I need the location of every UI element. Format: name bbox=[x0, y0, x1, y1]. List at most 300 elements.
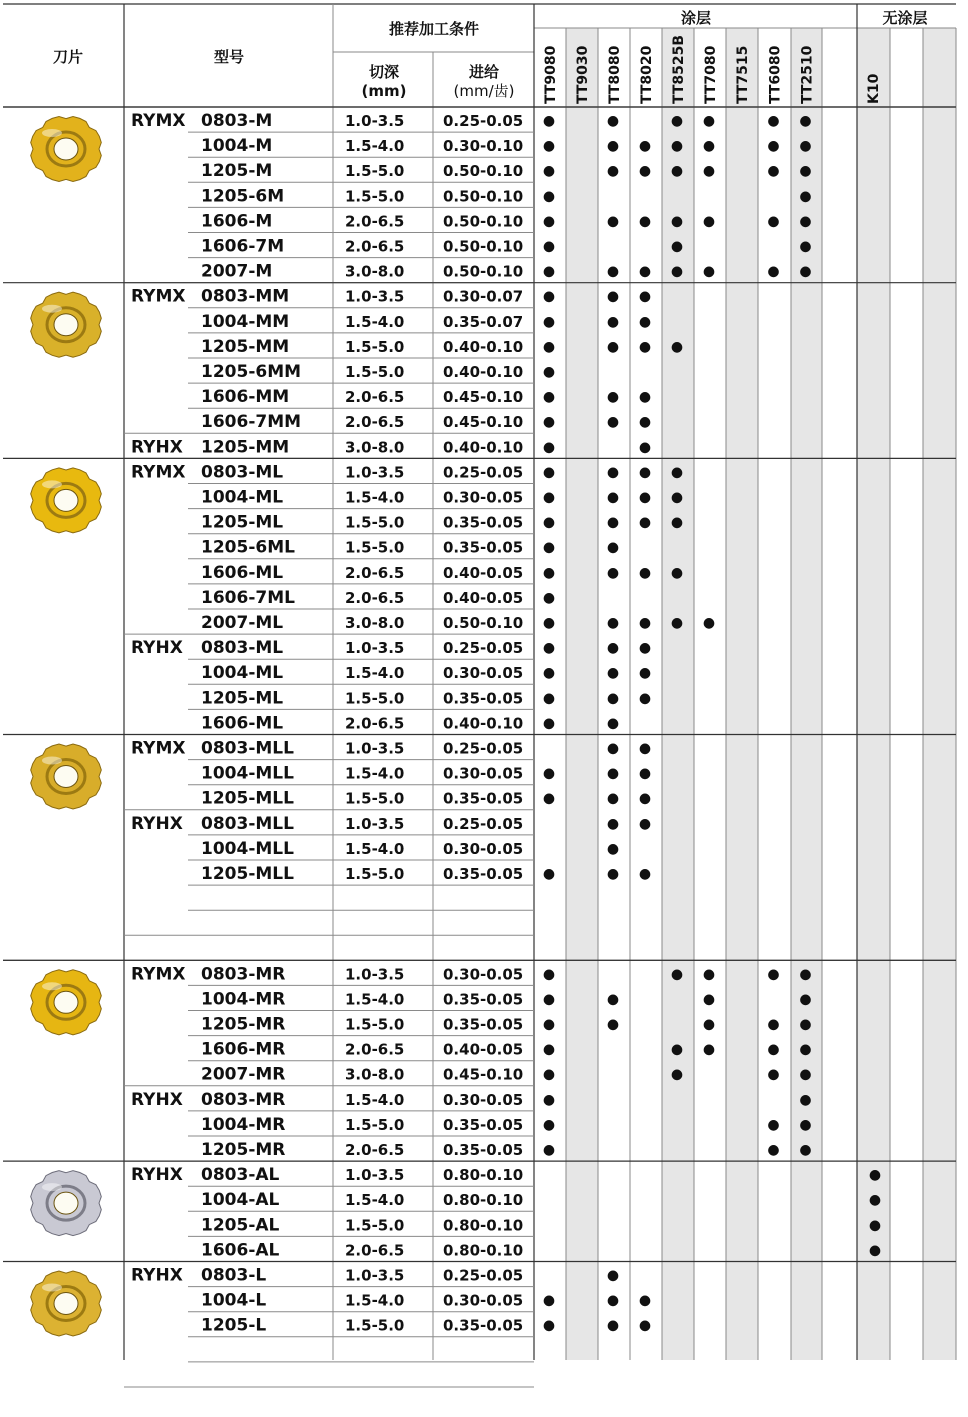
availability-mark: ● bbox=[702, 966, 716, 983]
model-code: 1004-MR bbox=[201, 1114, 286, 1135]
series-label: RYHX bbox=[131, 1089, 183, 1110]
feed-value: 0.30-0.05 bbox=[443, 965, 524, 984]
model-code: 1004-MM bbox=[201, 311, 290, 332]
availability-mark: ● bbox=[702, 615, 716, 631]
availability-mark: ● bbox=[606, 564, 620, 581]
model-code: 1606-MR bbox=[201, 1039, 286, 1060]
availability-mark: ● bbox=[868, 1242, 882, 1259]
table-row bbox=[201, 713, 619, 733]
availability-mark: ● bbox=[606, 1317, 620, 1334]
availability-mark: ● bbox=[542, 1066, 556, 1083]
availability-mark: ● bbox=[606, 163, 620, 180]
depth-value: 2.0-6.5 bbox=[345, 388, 405, 407]
feed-value: 0.25-0.05 bbox=[443, 639, 524, 658]
availability-mark: ● bbox=[670, 564, 684, 581]
availability-mark: ● bbox=[606, 288, 620, 305]
depth-value: 1.5-5.0 bbox=[345, 538, 405, 557]
table-row bbox=[201, 488, 683, 508]
availability-mark: ● bbox=[638, 815, 652, 832]
feed-value: 0.30-0.10 bbox=[443, 137, 524, 156]
feed-value: 0.35-0.05 bbox=[443, 1015, 524, 1034]
table-row bbox=[201, 989, 812, 1009]
series-label: RYHX bbox=[131, 813, 183, 834]
model-code: 2007-ML bbox=[201, 613, 284, 633]
availability-mark: ● bbox=[542, 364, 556, 380]
depth-value: 3.0-8.0 bbox=[345, 438, 405, 457]
availability-mark: ● bbox=[638, 288, 652, 305]
availability-mark: ● bbox=[767, 1066, 780, 1083]
table-row bbox=[201, 1065, 812, 1085]
table-row bbox=[131, 964, 812, 984]
depth-value: 2.0-6.5 bbox=[345, 237, 405, 256]
insert-images bbox=[31, 117, 102, 1337]
model-code: 1606-MM bbox=[201, 387, 290, 408]
availability-mark: ● bbox=[670, 1066, 684, 1083]
model-code: 1205-L bbox=[201, 1315, 267, 1336]
model-code: 1205-MM bbox=[201, 336, 290, 357]
availability-mark: ● bbox=[542, 1116, 556, 1133]
model-code: 1606-AL bbox=[201, 1240, 280, 1261]
header-feed-unit: (mm/齿) bbox=[453, 82, 515, 100]
feed-value: 0.30-0.05 bbox=[443, 1291, 524, 1310]
series-label: RYHX bbox=[131, 1165, 183, 1186]
gold-insert-icon bbox=[31, 970, 102, 1035]
feed-value: 0.25-0.05 bbox=[443, 814, 524, 833]
table-row bbox=[201, 362, 555, 382]
availability-mark: ● bbox=[542, 238, 556, 255]
model-code: 1004-MLL bbox=[201, 838, 294, 859]
depth-value: 1.5-4.0 bbox=[345, 990, 405, 1009]
availability-mark: ● bbox=[702, 1016, 716, 1033]
availability-mark: ● bbox=[670, 263, 684, 280]
depth-value: 1.0-3.5 bbox=[345, 112, 405, 130]
model-code: 0803-MLL bbox=[201, 813, 294, 834]
grade-label-tt7515: TT7515 bbox=[735, 45, 751, 104]
table-row bbox=[201, 1215, 881, 1235]
availability-mark: ● bbox=[606, 615, 620, 631]
depth-value: 1.5-5.0 bbox=[345, 162, 405, 181]
availability-mark: ● bbox=[606, 640, 620, 657]
availability-mark: ● bbox=[606, 866, 620, 882]
availability-mark: ● bbox=[542, 715, 556, 732]
availability-mark: ● bbox=[542, 1091, 556, 1108]
depth-value: 1.5-5.0 bbox=[345, 789, 405, 808]
model-code: 0803-ML bbox=[201, 638, 284, 659]
table-row bbox=[201, 211, 812, 231]
availability-mark: ● bbox=[542, 765, 556, 782]
depth-value: 1.5-4.0 bbox=[345, 137, 405, 156]
feed-value: 0.40-0.10 bbox=[443, 337, 524, 356]
header-uncoated: 无涂层 bbox=[882, 9, 928, 27]
depth-value: 3.0-8.0 bbox=[345, 262, 405, 281]
availability-mark: ● bbox=[767, 966, 780, 983]
availability-mark: ● bbox=[606, 464, 620, 481]
feed-value: 0.80-0.10 bbox=[443, 1166, 524, 1185]
model-code: 1004-ML bbox=[201, 663, 284, 684]
model-code: 0803-AL bbox=[201, 1165, 280, 1186]
series-label: RYMX bbox=[131, 462, 186, 483]
gold-insert-icon bbox=[31, 292, 102, 357]
feed-value: 0.35-0.05 bbox=[443, 689, 524, 708]
availability-mark: ● bbox=[542, 313, 556, 330]
model-code: 2007-MR bbox=[201, 1064, 286, 1085]
shaded-column bbox=[566, 28, 598, 1360]
depth-value: 1.5-4.0 bbox=[345, 488, 405, 507]
availability-mark: ● bbox=[542, 1041, 556, 1058]
availability-mark: ● bbox=[638, 389, 652, 406]
shaded-column bbox=[726, 28, 758, 1360]
availability-mark: ● bbox=[638, 564, 652, 581]
depth-value: 3.0-8.0 bbox=[345, 614, 405, 632]
feed-value: 0.80-0.10 bbox=[443, 1216, 524, 1235]
feed-value: 0.40-0.10 bbox=[443, 438, 524, 457]
availability-mark: ● bbox=[767, 138, 780, 155]
depth-value: 1.0-3.5 bbox=[345, 739, 405, 758]
model-code: 1205-MR bbox=[201, 1140, 286, 1160]
availability-mark: ● bbox=[606, 840, 620, 857]
header-coated: 涂层 bbox=[680, 9, 712, 27]
availability-mark: ● bbox=[542, 1142, 556, 1158]
model-code: 1205-MLL bbox=[201, 864, 294, 884]
feed-value: 0.50-0.10 bbox=[443, 262, 524, 281]
feed-value: 0.30-0.07 bbox=[443, 287, 524, 306]
model-code: 1205-MLL bbox=[201, 788, 294, 809]
model-code: 1205-6M bbox=[201, 186, 285, 207]
grade-label-tt9080: TT9080 bbox=[543, 45, 559, 104]
depth-value: 1.5-4.0 bbox=[345, 312, 405, 331]
availability-mark: ● bbox=[767, 1116, 780, 1133]
model-code: 1205-6ML bbox=[201, 537, 295, 558]
availability-mark: ● bbox=[799, 1142, 812, 1158]
availability-mark: ● bbox=[638, 338, 652, 355]
table-row bbox=[201, 1015, 812, 1035]
availability-mark: ● bbox=[542, 414, 556, 431]
availability-mark: ● bbox=[638, 1317, 652, 1334]
feed-value: 0.35-0.05 bbox=[443, 865, 524, 883]
feed-value: 0.45-0.10 bbox=[443, 413, 524, 432]
model-code: 1205-6MM bbox=[201, 362, 302, 382]
model-code: 1606-7ML bbox=[201, 587, 295, 608]
depth-value: 1.5-5.0 bbox=[345, 1216, 405, 1235]
table-row bbox=[131, 1266, 619, 1286]
availability-mark: ● bbox=[670, 1041, 684, 1058]
availability-mark: ● bbox=[767, 113, 780, 129]
availability-mark: ● bbox=[799, 1016, 812, 1033]
feed-value: 0.30-0.05 bbox=[443, 488, 524, 507]
availability-mark: ● bbox=[606, 690, 620, 707]
depth-value: 2.0-6.5 bbox=[345, 1040, 405, 1059]
availability-mark: ● bbox=[799, 1091, 812, 1108]
feed-value: 0.40-0.10 bbox=[443, 363, 524, 381]
availability-mark: ● bbox=[702, 991, 716, 1008]
depth-value: 1.0-3.5 bbox=[345, 965, 405, 984]
availability-mark: ● bbox=[606, 991, 620, 1008]
feed-value: 0.30-0.05 bbox=[443, 839, 524, 858]
availability-mark: ● bbox=[638, 414, 652, 431]
depth-value: 1.5-4.0 bbox=[345, 1090, 405, 1109]
table-row bbox=[201, 186, 812, 206]
availability-mark: ● bbox=[542, 790, 556, 807]
availability-mark: ● bbox=[542, 665, 556, 682]
availability-mark: ● bbox=[542, 539, 556, 556]
availability-mark: ● bbox=[606, 765, 620, 782]
availability-mark: ● bbox=[542, 589, 556, 606]
availability-mark: ● bbox=[542, 514, 556, 531]
grade-label-tt8080: TT8080 bbox=[607, 45, 623, 104]
availability-mark: ● bbox=[606, 514, 620, 531]
availability-mark: ● bbox=[799, 213, 812, 230]
table-row bbox=[201, 538, 619, 558]
availability-mark: ● bbox=[670, 615, 684, 631]
header-feed: 进给 bbox=[468, 63, 500, 81]
availability-mark: ● bbox=[868, 1217, 882, 1234]
availability-mark: ● bbox=[638, 464, 652, 481]
feed-value: 0.25-0.05 bbox=[443, 463, 524, 482]
availability-mark: ● bbox=[638, 263, 652, 280]
availability-mark: ● bbox=[670, 464, 684, 481]
availability-mark: ● bbox=[542, 389, 556, 406]
depth-value: 1.5-5.0 bbox=[345, 363, 405, 381]
depth-value: 2.0-6.5 bbox=[345, 714, 405, 733]
availability-mark: ● bbox=[638, 665, 652, 682]
model-code: 1606-7M bbox=[201, 236, 285, 257]
availability-mark: ● bbox=[767, 263, 780, 280]
availability-mark: ● bbox=[638, 615, 652, 631]
availability-mark: ● bbox=[799, 188, 812, 205]
depth-value: 1.5-4.0 bbox=[345, 839, 405, 858]
depth-value: 1.5-5.0 bbox=[345, 1316, 405, 1335]
model-code: 0803-ML bbox=[201, 462, 284, 483]
feed-value: 0.50-0.10 bbox=[443, 614, 524, 632]
header-depth: 切深 bbox=[368, 63, 400, 81]
grade-label-tt8525b: TT8525B bbox=[671, 34, 687, 104]
table-row bbox=[201, 161, 812, 181]
table-row bbox=[201, 1240, 881, 1260]
table-row bbox=[131, 1165, 881, 1185]
depth-value: 1.5-5.0 bbox=[345, 513, 405, 532]
feed-value: 0.80-0.10 bbox=[443, 1191, 524, 1210]
availability-mark: ● bbox=[606, 665, 620, 682]
availability-mark: ● bbox=[868, 1192, 882, 1209]
availability-mark: ● bbox=[767, 163, 780, 180]
depth-value: 1.5-4.0 bbox=[345, 764, 405, 783]
feed-value: 0.40-0.05 bbox=[443, 1040, 524, 1059]
availability-mark: ● bbox=[638, 489, 652, 506]
availability-mark: ● bbox=[542, 113, 556, 129]
feed-value: 0.50-0.10 bbox=[443, 237, 524, 256]
feed-value: 0.25-0.05 bbox=[443, 1266, 524, 1285]
availability-mark: ● bbox=[670, 238, 684, 255]
availability-mark: ● bbox=[542, 866, 556, 882]
availability-mark: ● bbox=[702, 1041, 716, 1058]
feed-value: 0.40-0.05 bbox=[443, 588, 524, 607]
depth-value: 1.0-3.5 bbox=[345, 1266, 405, 1285]
availability-mark: ● bbox=[638, 690, 652, 707]
model-code: 1205-M bbox=[201, 161, 273, 182]
availability-mark: ● bbox=[542, 1292, 556, 1309]
shaded-column bbox=[857, 28, 890, 1360]
availability-mark: ● bbox=[799, 238, 812, 255]
feed-value: 0.35-0.05 bbox=[443, 1115, 524, 1134]
feed-value: 0.30-0.05 bbox=[443, 664, 524, 683]
availability-mark: ● bbox=[638, 790, 652, 807]
availability-mark: ● bbox=[799, 1041, 812, 1058]
model-code: 1004-ML bbox=[201, 487, 284, 508]
grade-label-tt7080: TT7080 bbox=[703, 45, 719, 104]
availability-mark: ● bbox=[542, 615, 556, 631]
availability-mark: ● bbox=[767, 1041, 780, 1058]
model-code: 1205-MR bbox=[201, 1014, 286, 1035]
model-code: 1205-ML bbox=[201, 512, 284, 533]
availability-mark: ● bbox=[606, 539, 620, 556]
availability-mark: ● bbox=[542, 464, 556, 481]
table-row bbox=[201, 613, 715, 633]
availability-mark: ● bbox=[606, 1016, 620, 1033]
feed-value: 0.25-0.05 bbox=[443, 739, 524, 758]
table-row bbox=[131, 462, 683, 482]
depth-value: 2.0-6.5 bbox=[345, 588, 405, 607]
availability-mark: ● bbox=[670, 489, 684, 506]
depth-value: 1.0-3.5 bbox=[345, 814, 405, 833]
feed-value: 0.40-0.10 bbox=[443, 714, 524, 733]
availability-mark: ● bbox=[542, 188, 556, 205]
feed-value: 0.30-0.05 bbox=[443, 1090, 524, 1109]
availability-mark: ● bbox=[606, 1267, 620, 1284]
table-row bbox=[131, 111, 812, 131]
grade-label-k10: K10 bbox=[866, 73, 882, 104]
table-row bbox=[201, 588, 555, 608]
availability-mark: ● bbox=[542, 288, 556, 305]
model-code: 1606-ML bbox=[201, 562, 284, 583]
grade-label-tt9030: TT9030 bbox=[575, 45, 591, 104]
series-label: RYHX bbox=[131, 437, 183, 458]
depth-value: 2.0-6.5 bbox=[345, 563, 405, 582]
availability-mark: ● bbox=[542, 138, 556, 155]
table-body bbox=[131, 111, 881, 1336]
availability-mark: ● bbox=[606, 138, 620, 155]
availability-mark: ● bbox=[606, 113, 620, 129]
model-code: 1606-7MM bbox=[201, 412, 302, 433]
availability-mark: ● bbox=[606, 414, 620, 431]
availability-mark: ● bbox=[606, 740, 620, 757]
feed-value: 0.40-0.05 bbox=[443, 563, 524, 582]
table-row bbox=[201, 237, 812, 257]
availability-mark: ● bbox=[638, 213, 652, 230]
availability-mark: ● bbox=[702, 113, 716, 129]
availability-mark: ● bbox=[868, 1167, 882, 1184]
table-row bbox=[201, 563, 683, 583]
depth-value: 1.5-4.0 bbox=[345, 664, 405, 683]
table-row bbox=[201, 839, 619, 859]
availability-mark: ● bbox=[670, 514, 684, 531]
header-depth-unit: (mm) bbox=[361, 82, 407, 100]
depth-value: 1.5-5.0 bbox=[345, 865, 405, 883]
availability-mark: ● bbox=[542, 489, 556, 506]
series-label: RYMX bbox=[131, 111, 186, 131]
availability-mark: ● bbox=[799, 113, 812, 129]
availability-mark: ● bbox=[767, 1142, 780, 1158]
depth-value: 2.0-6.5 bbox=[345, 1141, 405, 1159]
depth-value: 1.5-5.0 bbox=[345, 337, 405, 356]
availability-mark: ● bbox=[542, 1016, 556, 1033]
availability-mark: ● bbox=[542, 263, 556, 280]
model-code: 0803-MR bbox=[201, 1089, 286, 1110]
depth-value: 1.0-3.5 bbox=[345, 463, 405, 482]
availability-mark: ● bbox=[542, 1317, 556, 1334]
availability-mark: ● bbox=[606, 389, 620, 406]
availability-mark: ● bbox=[670, 213, 684, 230]
depth-value: 1.5-5.0 bbox=[345, 1015, 405, 1034]
grade-label-tt8020: TT8020 bbox=[639, 45, 655, 104]
model-code: 0803-MM bbox=[201, 286, 290, 307]
model-code: 1606-M bbox=[201, 211, 273, 232]
availability-mark: ● bbox=[799, 991, 812, 1008]
availability-mark: ● bbox=[542, 163, 556, 180]
model-code: 1004-MR bbox=[201, 989, 286, 1010]
feed-value: 0.35-0.05 bbox=[443, 990, 524, 1009]
table-row bbox=[201, 1140, 812, 1160]
availability-mark: ● bbox=[606, 790, 620, 807]
depth-value: 1.0-3.5 bbox=[345, 287, 405, 306]
header-model: 型号 bbox=[213, 48, 245, 66]
model-code: 0803-MR bbox=[201, 964, 286, 985]
depth-value: 2.0-6.5 bbox=[345, 1241, 405, 1260]
model-code: 1004-AL bbox=[201, 1190, 280, 1211]
availability-mark: ● bbox=[638, 313, 652, 330]
availability-mark: ● bbox=[670, 966, 684, 983]
availability-mark: ● bbox=[542, 338, 556, 355]
table-row bbox=[131, 1090, 812, 1110]
table-row bbox=[201, 262, 812, 282]
availability-mark: ● bbox=[670, 338, 684, 355]
availability-mark: ● bbox=[638, 765, 652, 782]
gold-insert-icon bbox=[31, 744, 102, 809]
feed-value: 0.50-0.10 bbox=[443, 187, 524, 206]
feed-value: 0.35-0.05 bbox=[443, 1316, 524, 1335]
availability-mark: ● bbox=[702, 138, 716, 155]
availability-mark: ● bbox=[702, 163, 716, 180]
availability-mark: ● bbox=[799, 1116, 812, 1133]
availability-mark: ● bbox=[606, 815, 620, 832]
availability-mark: ● bbox=[638, 866, 652, 882]
table-row bbox=[201, 337, 683, 357]
feed-value: 0.50-0.10 bbox=[443, 162, 524, 181]
depth-value: 2.0-6.5 bbox=[345, 212, 405, 231]
availability-mark: ● bbox=[670, 138, 684, 155]
feed-value: 0.50-0.10 bbox=[443, 212, 524, 231]
model-code: 1004-MLL bbox=[201, 763, 294, 784]
availability-mark: ● bbox=[542, 966, 556, 983]
model-code: 2007-M bbox=[201, 261, 273, 282]
model-code: 1205-ML bbox=[201, 688, 284, 709]
availability-mark: ● bbox=[542, 439, 556, 456]
availability-mark: ● bbox=[606, 213, 620, 230]
availability-mark: ● bbox=[606, 489, 620, 506]
series-label: RYMX bbox=[131, 738, 186, 759]
gold-insert-icon bbox=[31, 1271, 102, 1336]
header-conditions: 推荐加工条件 bbox=[388, 20, 480, 38]
table-row bbox=[201, 1040, 812, 1060]
feed-value: 0.35-0.05 bbox=[443, 1141, 524, 1159]
gold-insert-icon bbox=[31, 117, 102, 182]
feed-value: 0.25-0.05 bbox=[443, 112, 524, 130]
table-row bbox=[201, 1190, 881, 1210]
table-row bbox=[201, 1115, 812, 1135]
depth-value: 3.0-8.0 bbox=[345, 1065, 405, 1084]
availability-mark: ● bbox=[638, 163, 652, 180]
grade-label-tt6080: TT6080 bbox=[767, 45, 784, 104]
availability-mark: ● bbox=[638, 1292, 652, 1309]
